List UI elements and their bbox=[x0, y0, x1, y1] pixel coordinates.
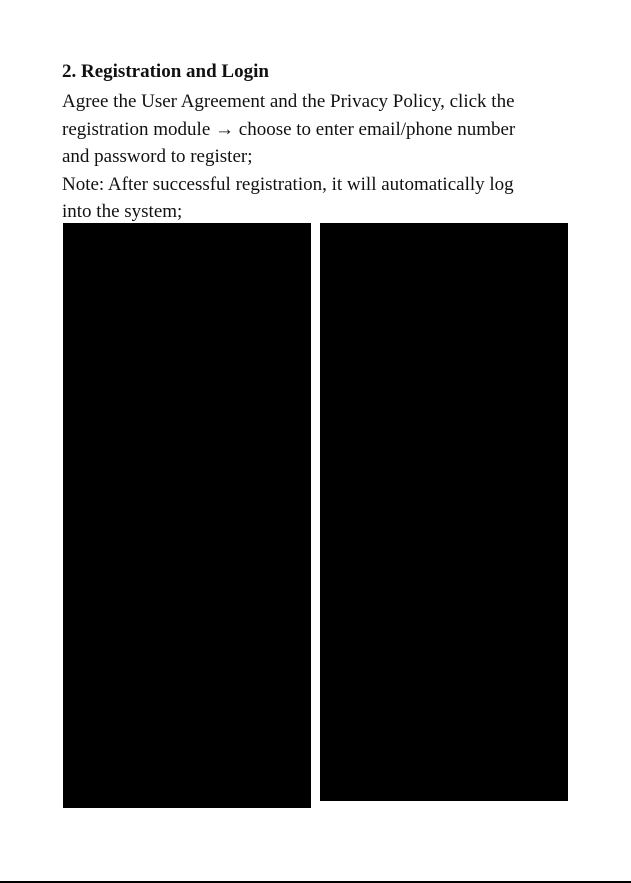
instruction-line-3: and password to register; bbox=[62, 146, 253, 167]
manual-section bbox=[62, 58, 582, 226]
instruction-line-2: registration module → choose to enter email/phone number bbox=[62, 118, 516, 140]
registration-screenshot-right bbox=[320, 223, 568, 801]
note-line-2: into the system; bbox=[62, 201, 183, 222]
note-line-1: Note: After successful registration, it will automatically log bbox=[62, 173, 514, 195]
registration-screenshot-left bbox=[63, 223, 311, 808]
instruction-line-1: Agree the User Agreement and the Privacy Policy, click the bbox=[62, 91, 515, 112]
section-title: 2. Registration and Login bbox=[62, 61, 269, 82]
